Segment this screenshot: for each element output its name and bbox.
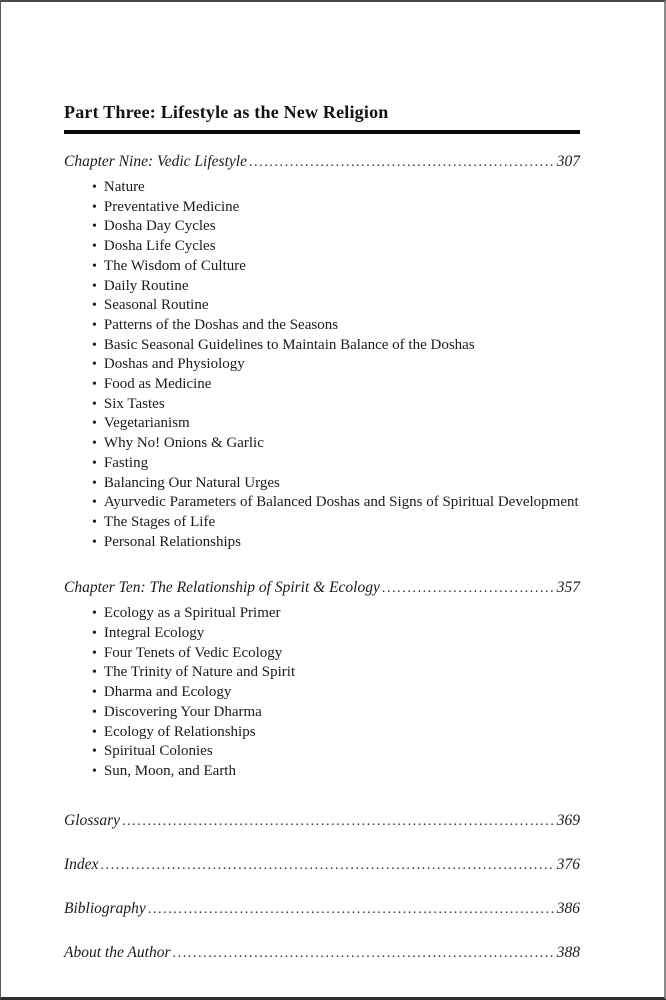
chapter-toc-line — [64, 578, 580, 599]
topic-item — [92, 217, 580, 237]
bullet-icon: • — [92, 724, 97, 740]
back-matter-page-number: 369 — [556, 811, 580, 829]
topic-label: Ecology as a Spiritual Primer — [103, 605, 281, 622]
bullet-icon: • — [92, 199, 97, 215]
topic-label: The Wisdom of Culture — [103, 257, 246, 274]
topic-item — [92, 604, 580, 624]
topic-label: Dosha Day Cycles — [103, 218, 216, 235]
bullet-icon: • — [92, 396, 97, 412]
bullet-icon: • — [92, 704, 97, 720]
topic-item — [92, 414, 580, 434]
topic-item — [92, 296, 580, 316]
back-matter-line — [64, 943, 580, 964]
bullet-icon: • — [92, 219, 97, 235]
bullet-icon: • — [92, 626, 97, 642]
bullet-icon: • — [92, 357, 97, 373]
topic-list — [64, 178, 580, 552]
topic-label: Doshas and Physiology — [103, 356, 245, 373]
chapter-title: Chapter Ten: The Relationship of Spirit & Ecology — [64, 579, 380, 597]
topic-list — [64, 604, 580, 781]
topic-item — [92, 237, 580, 257]
topic-label: Dharma and Ecology — [103, 684, 232, 701]
back-matter-line — [64, 855, 580, 876]
topic-item — [92, 277, 580, 297]
back-matter-page-number: 386 — [556, 899, 580, 917]
back-matter — [64, 811, 580, 964]
topic-item — [92, 703, 580, 723]
bullet-icon: • — [92, 475, 97, 491]
topic-item — [92, 454, 580, 474]
bullet-icon: • — [92, 377, 97, 393]
back-matter-page-number: 388 — [556, 943, 580, 961]
topic-item — [92, 355, 580, 375]
chapter-page-number: 307 — [556, 153, 580, 170]
back-matter-line — [64, 899, 580, 920]
part-header — [64, 102, 580, 134]
back-matter-title: Bibliography — [64, 899, 146, 917]
topic-label: Daily Routine — [103, 277, 189, 294]
bullet-icon: • — [92, 645, 97, 661]
topic-item — [92, 493, 580, 513]
part-title: Part Three: Lifestyle as the New Religion — [64, 102, 389, 122]
topic-label: Sun, Moon, and Earth — [103, 762, 236, 779]
topic-item — [92, 624, 580, 644]
topic-label: Discovering Your Dharma — [103, 703, 262, 720]
topic-label: Fasting — [103, 454, 149, 471]
topic-item — [92, 257, 580, 277]
topic-label: Balancing Our Natural Urges — [103, 474, 280, 491]
dot-leader — [382, 579, 555, 599]
topic-label: Four Tenets of Vedic Ecology — [103, 644, 283, 661]
topic-item — [92, 742, 580, 762]
bullet-icon: • — [92, 534, 97, 550]
chapter-entry — [64, 152, 580, 552]
topic-item — [92, 336, 580, 356]
bullet-icon: • — [92, 514, 97, 530]
topic-label: Why No! Onions & Garlic — [103, 435, 264, 452]
topic-label: Spiritual Colonies — [103, 743, 213, 760]
bullet-icon: • — [92, 416, 97, 432]
topic-item — [92, 434, 580, 454]
bullet-icon: • — [92, 278, 97, 294]
topic-item — [92, 375, 580, 395]
chapter-entry — [64, 578, 580, 781]
bullet-icon: • — [92, 337, 97, 353]
dot-leader — [100, 856, 554, 876]
chapter-page-number: 357 — [556, 579, 580, 597]
topic-item — [92, 198, 580, 218]
back-matter-line — [64, 811, 580, 832]
bullet-icon: • — [92, 495, 97, 511]
bullet-icon: • — [92, 239, 97, 255]
dot-leader — [249, 153, 555, 173]
topic-label: Patterns of the Doshas and the Seasons — [103, 316, 339, 333]
topic-label: Food as Medicine — [103, 376, 212, 393]
back-matter-title: Index — [64, 855, 99, 873]
section-divider-rule — [64, 130, 580, 134]
topic-label: Dosha Life Cycles — [103, 238, 216, 255]
dot-leader — [148, 900, 555, 920]
chapter-title: Chapter Nine: Vedic Lifestyle — [64, 153, 247, 170]
topic-label: Six Tastes — [103, 395, 165, 412]
topic-item — [92, 762, 580, 782]
bullet-icon: • — [92, 665, 97, 681]
topic-item — [92, 395, 580, 415]
dot-leader — [122, 812, 555, 832]
topic-label: The Stages of Life — [103, 513, 216, 530]
topic-item — [92, 663, 580, 683]
bullet-icon: • — [92, 744, 97, 760]
bullet-icon: • — [92, 436, 97, 452]
topic-label: Basic Seasonal Guidelines to Maintain Balance of the Doshas — [103, 336, 475, 353]
topic-label: Integral Ecology — [103, 625, 205, 642]
topic-item — [92, 683, 580, 703]
bullet-icon: • — [92, 298, 97, 314]
topic-label: Ecology of Relationships — [103, 723, 256, 740]
bullet-icon: • — [92, 763, 97, 779]
topic-item — [92, 178, 580, 198]
topic-item — [92, 316, 580, 336]
topic-label: Seasonal Routine — [103, 297, 209, 314]
topic-item — [92, 474, 580, 494]
topic-label: Nature — [103, 179, 145, 195]
dot-leader — [173, 944, 555, 964]
bullet-icon: • — [92, 685, 97, 701]
back-matter-page-number: 376 — [556, 855, 580, 873]
bullet-icon: • — [92, 180, 97, 195]
bullet-icon: • — [92, 606, 97, 622]
topic-item — [92, 533, 580, 553]
topic-item — [92, 513, 580, 533]
bullet-icon: • — [92, 317, 97, 333]
topic-item — [92, 723, 580, 743]
topic-label: Preventative Medicine — [103, 198, 240, 215]
topic-label: Ayurvedic Parameters of Balanced Doshas and Signs of Spiritual Development — [103, 494, 579, 511]
topic-label: Vegetarianism — [103, 415, 190, 432]
bullet-icon: • — [92, 455, 97, 471]
chapter-toc-line — [64, 152, 580, 173]
back-matter-title: About the Author — [64, 943, 171, 961]
topic-label: Personal Relationships — [103, 533, 241, 550]
topic-item — [92, 644, 580, 664]
toc-body — [64, 152, 580, 782]
topic-label: The Trinity of Nature and Spirit — [103, 664, 296, 681]
bullet-icon: • — [92, 258, 97, 274]
back-matter-title: Glossary — [64, 811, 120, 829]
